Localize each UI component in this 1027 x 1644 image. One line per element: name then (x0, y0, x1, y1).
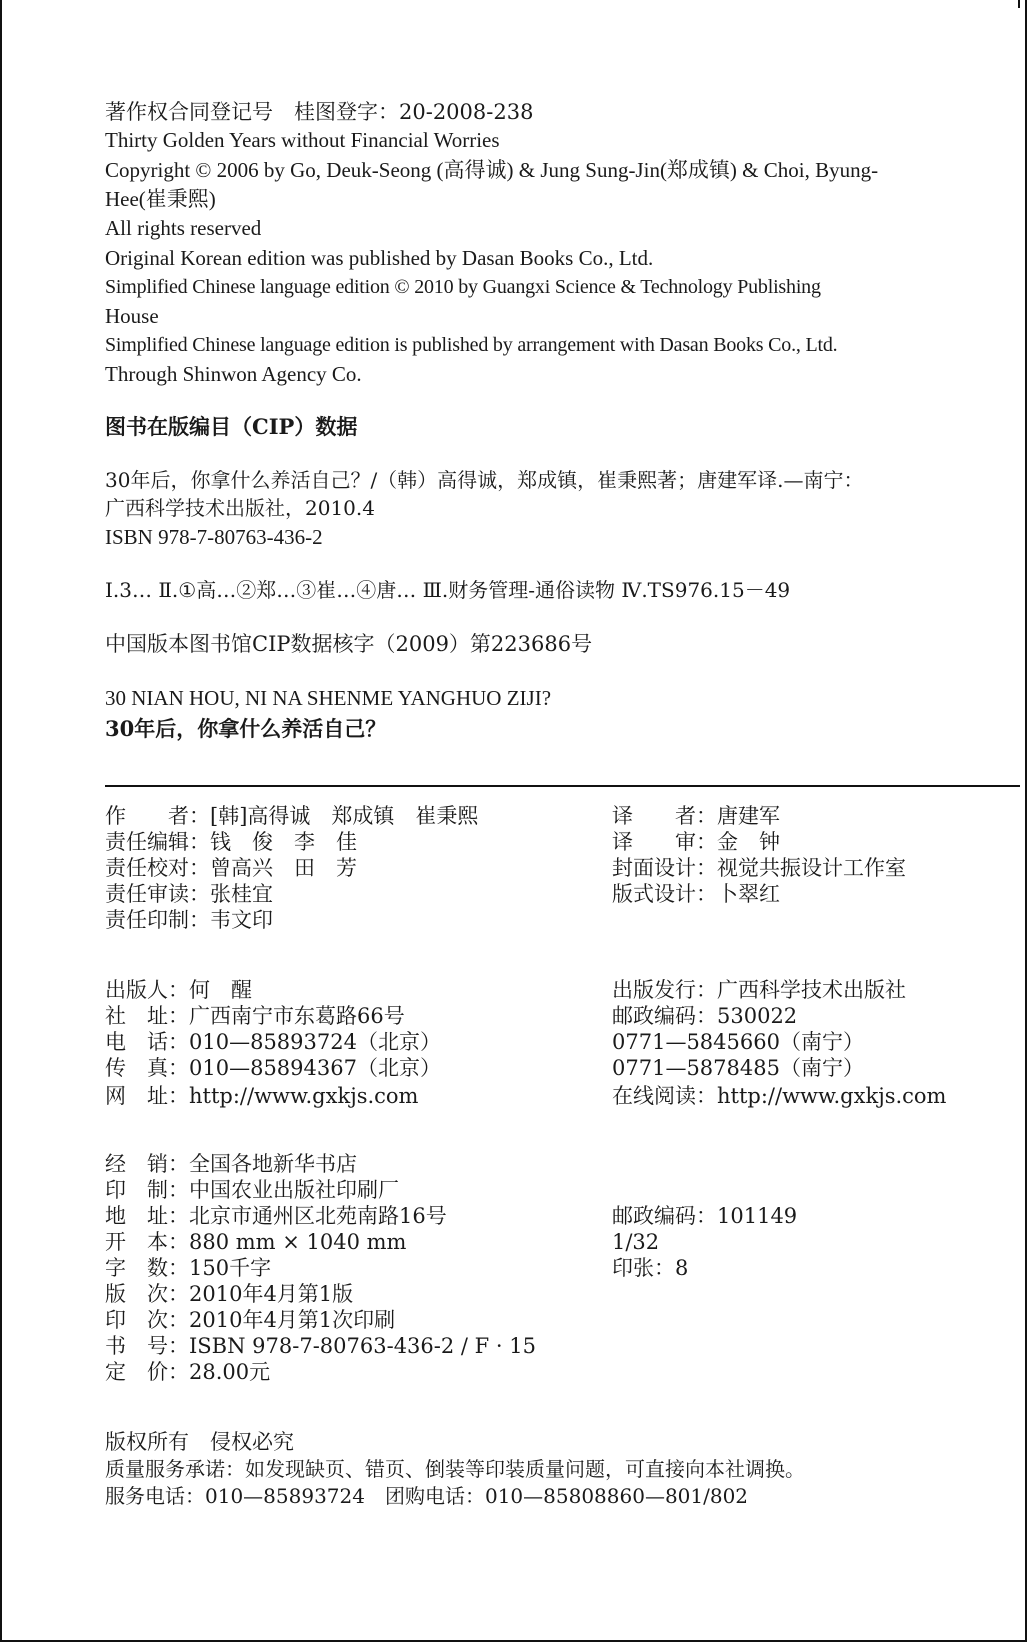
price: 定 价：28.00元 (105, 1360, 271, 1384)
online-reading: 在线阅读：http://www.gxkjs.com (612, 1084, 947, 1108)
publisher-phone: 电 话：010—85893724（北京） (105, 1030, 441, 1054)
credit-proofreader: 责任校对：曾高兴 田 芳 (105, 856, 357, 880)
copyright-line-1: Copyright © 2006 by Go, Deuk-Seong (高得诚) & Jung Sung-Jin(郑成镇) & Choi, Byung- (105, 158, 879, 182)
credit-author: 作 者：[韩]高得诚 郑成镇 崔秉熙 (105, 804, 479, 828)
cip-entry-line-1: 30年后，你拿什么养活自己？/（韩）高得诚，郑成镇，崔秉熙著；唐建军译.—南宁： (105, 468, 864, 492)
original-edition: Original Korean edition was published by Dasan Books Co., Ltd. (105, 246, 654, 270)
divider-rule (105, 785, 1020, 787)
english-title: Thirty Golden Years without Financial Worries (105, 128, 500, 152)
credit-print-supervisor: 责任印制：韦文印 (105, 908, 273, 932)
cip-heading: 图书在版编目（CIP）数据 (105, 414, 358, 439)
credit-editor: 责任编辑：钱 俊 李 佳 (105, 830, 357, 854)
credit-translator: 译 者：唐建军 (612, 804, 780, 828)
contract-registration: 著作权合同登记号 桂图登字：20-2008-238 (105, 100, 534, 124)
format-fraction: 1/32 (612, 1230, 660, 1254)
cip-isbn: ISBN 978-7-80763-436-2 (105, 525, 323, 549)
nanning-phone-1: 0771—5845660（南宁） (612, 1030, 864, 1054)
page-edge-mark (1018, 0, 1020, 8)
publisher-website: 网 址：http://www.gxkjs.com (105, 1084, 419, 1108)
book-number: 书 号：ISBN 978-7-80763-436-2 / F · 15 (105, 1334, 536, 1358)
publisher-postcode: 邮政编码：530022 (612, 1004, 798, 1028)
printer: 印 制：中国农业出版社印刷厂 (105, 1178, 399, 1202)
edition: 版 次：2010年4月第1版 (105, 1282, 354, 1306)
publisher-fax: 传 真：010—85894367（北京） (105, 1056, 441, 1080)
simplified-edition-line-1: Simplified Chinese language edition © 2010 by Guangxi Science & Technology Publishing (105, 276, 821, 298)
simplified-edition-line-1b: House (105, 304, 159, 328)
word-count: 字 数：150千字 (105, 1256, 272, 1280)
arrangement-line: Simplified Chinese language edition is published by arrangement with Dasan Books Co., Ltd. (105, 334, 838, 356)
rights-notice: 版权所有 侵权必究 (105, 1430, 294, 1454)
credit-layout-design: 版式设计：卜翠红 (612, 882, 780, 906)
credit-cover-design: 封面设计：视觉共振设计工作室 (612, 856, 906, 880)
credit-translation-reviewer: 译 审：金 钟 (612, 830, 780, 854)
format-size: 开 本：880 mm × 1040 mm (105, 1230, 407, 1254)
publisher-person: 出版人：何 醒 (105, 978, 252, 1002)
cip-entry-line-2: 广西科学技术出版社，2010.4 (105, 496, 375, 520)
nanning-phone-2: 0771—5878485（南宁） (612, 1056, 864, 1080)
distributor: 出版发行：广西科学技术出版社 (612, 978, 906, 1002)
printer-postcode: 邮政编码：101149 (612, 1204, 798, 1228)
agency-line: Through Shinwon Agency Co. (105, 362, 362, 386)
printer-address: 地 址：北京市通州区北苑南路16号 (105, 1204, 447, 1228)
printing-run: 印 次：2010年4月第1次印刷 (105, 1308, 396, 1332)
copyright-line-2: Hee(崔秉熙) (105, 187, 216, 211)
distribution: 经 销：全国各地新华书店 (105, 1152, 357, 1176)
credit-reviewer: 责任审读：张桂宜 (105, 882, 273, 906)
cip-classification: Ⅰ.3… Ⅱ.①高…②郑…③崔…④唐… Ⅲ.财务管理-通俗读物 Ⅳ.TS976.15－49 (105, 578, 791, 602)
cip-check-number: 中国版本图书馆CIP数据核字（2009）第223686号 (105, 632, 593, 656)
title-chinese: 30年后，你拿什么养活自己？ (105, 716, 387, 741)
title-pinyin: 30 NIAN HOU, NI NA SHENME YANGHUO ZIJI? (105, 686, 552, 710)
publisher-address: 社 址：广西南宁市东葛路66号 (105, 1004, 405, 1028)
printed-sheets: 印张：8 (612, 1256, 689, 1280)
service-phones: 服务电话：010—85893724 团购电话：010—85808860—801/802 (105, 1484, 749, 1508)
rights-reserved: All rights reserved (105, 216, 262, 240)
quality-promise: 质量服务承诺：如发现缺页、错页、倒装等印装质量问题，可直接向本社调换。 (105, 1457, 805, 1481)
